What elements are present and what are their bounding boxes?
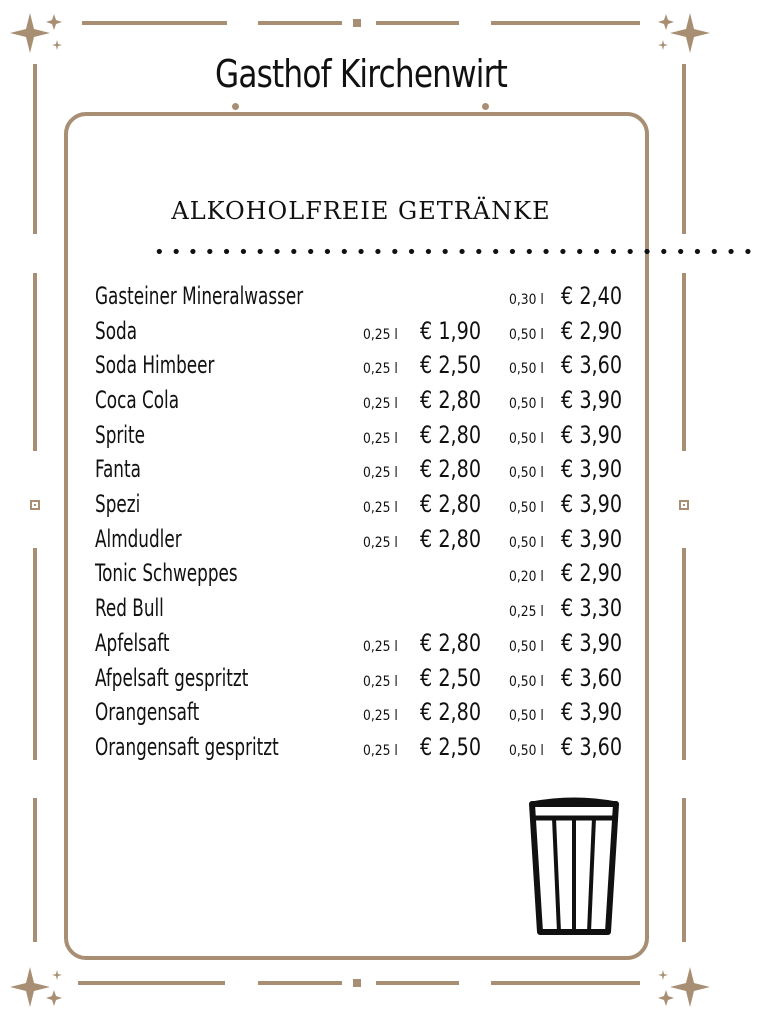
menu-item-large-price: € 3,90 bbox=[561, 698, 623, 726]
menu-item-name: Orangensaft gespritzt bbox=[95, 733, 279, 761]
menu-item-small-price: € 2,80 bbox=[420, 698, 482, 726]
menu-item-name: Fanta bbox=[95, 455, 141, 483]
menu-item-large-volume: 0,50 l bbox=[509, 396, 544, 412]
menu-item-small-volume: 0,25 l bbox=[363, 327, 398, 343]
sparkle-icon-bottom-right bbox=[650, 962, 712, 1012]
menu-item-large-price: € 2,40 bbox=[561, 282, 623, 310]
menu-item-name: Soda Himbeer bbox=[95, 351, 215, 379]
menu-item bbox=[0, 557, 722, 591]
menu-item-small-volume: 0,25 l bbox=[363, 674, 398, 690]
menu-item-small-volume: 0,25 l bbox=[363, 639, 398, 655]
menu-item-name: Coca Cola bbox=[95, 386, 180, 414]
menu-item-small-volume: 0,25 l bbox=[363, 535, 398, 551]
menu-item-name: Sprite bbox=[95, 421, 145, 449]
menu-item bbox=[0, 384, 722, 418]
menu-item bbox=[0, 696, 722, 730]
top-border-dot bbox=[353, 19, 361, 27]
menu-item-large-volume: 0,30 l bbox=[509, 292, 544, 308]
menu-item-name: Soda bbox=[95, 317, 138, 345]
menu-item-large-price: € 3,60 bbox=[561, 351, 623, 379]
menu-item-small-price: € 2,80 bbox=[420, 629, 482, 657]
section-title: ALKOHOLFREIE GETRÄNKE bbox=[171, 197, 551, 225]
menu-item bbox=[0, 592, 722, 626]
top-border-mid-left bbox=[258, 21, 342, 25]
menu-item-large-price: € 2,90 bbox=[561, 559, 623, 587]
menu-item-large-volume: 0,50 l bbox=[509, 431, 544, 447]
page-title: Gasthof Kirchenwirt bbox=[215, 52, 507, 96]
bottom-border-dot bbox=[353, 979, 361, 987]
menu-item-name: Spezi bbox=[95, 490, 141, 518]
menu-item-large-volume: 0,50 l bbox=[509, 674, 544, 690]
menu-item-large-volume: 0,25 l bbox=[509, 604, 544, 620]
sparkle-icon-bottom-left bbox=[8, 962, 70, 1012]
menu-item-small-price: € 2,50 bbox=[420, 733, 482, 761]
menu-item-large-price: € 2,90 bbox=[561, 317, 623, 345]
card-pin-left bbox=[232, 103, 239, 110]
menu-item-large-price: € 3,90 bbox=[561, 421, 623, 449]
menu-item-small-price: € 2,80 bbox=[420, 386, 482, 414]
menu-item-small-price: € 2,50 bbox=[420, 351, 482, 379]
menu-item-name: Orangensaft bbox=[95, 698, 200, 726]
menu-item-large-price: € 3,30 bbox=[561, 594, 623, 622]
menu-item-large-volume: 0,50 l bbox=[509, 743, 544, 759]
menu-item-small-volume: 0,25 l bbox=[363, 743, 398, 759]
menu-item-large-volume: 0,50 l bbox=[509, 465, 544, 481]
menu-item-small-price: € 2,50 bbox=[420, 664, 482, 692]
menu-item-name: Tonic Schweppes bbox=[95, 559, 238, 587]
menu-item-large-volume: 0,50 l bbox=[509, 500, 544, 516]
menu-item-small-volume: 0,25 l bbox=[363, 396, 398, 412]
menu-item bbox=[0, 315, 722, 349]
sparkle-icon-top-right bbox=[650, 8, 712, 58]
menu-item-name: Apfelsaft bbox=[95, 629, 170, 657]
menu-item-large-volume: 0,20 l bbox=[509, 569, 544, 585]
menu-item-small-volume: 0,25 l bbox=[363, 361, 398, 377]
menu-item bbox=[0, 488, 722, 522]
bottom-border-left bbox=[78, 981, 225, 985]
menu-item-large-price: € 3,60 bbox=[561, 733, 623, 761]
menu-item bbox=[0, 627, 722, 661]
menu-item-small-price: € 2,80 bbox=[420, 525, 482, 553]
section-separator: •••••••••••••••••••••••••••••••••••• bbox=[154, 242, 759, 263]
menu-item bbox=[0, 523, 722, 557]
menu-item-name: Gasteiner Mineralwasser bbox=[95, 282, 304, 310]
menu-item-small-volume: 0,25 l bbox=[363, 500, 398, 516]
bottom-border-right bbox=[491, 981, 640, 985]
menu-item bbox=[0, 453, 722, 487]
menu-item bbox=[0, 349, 722, 383]
menu-item-small-price: € 2,80 bbox=[420, 421, 482, 449]
sparkle-icon-top-left bbox=[8, 8, 70, 58]
menu-item bbox=[0, 280, 722, 314]
menu-item bbox=[0, 731, 722, 765]
menu-item-small-volume: 0,25 l bbox=[363, 708, 398, 724]
left-border-bottom bbox=[33, 798, 37, 942]
bottom-border-mid-right bbox=[376, 981, 459, 985]
menu-item-small-price: € 2,80 bbox=[420, 455, 482, 483]
menu-item-name: Afpelsaft gespritzt bbox=[95, 664, 249, 692]
menu-item-small-volume: 0,25 l bbox=[363, 465, 398, 481]
menu-item-small-price: € 1,90 bbox=[420, 317, 482, 345]
menu-item-name: Almdudler bbox=[95, 525, 182, 553]
menu-item-name: Red Bull bbox=[95, 594, 164, 622]
menu-item bbox=[0, 662, 722, 696]
menu-item-large-volume: 0,50 l bbox=[509, 361, 544, 377]
top-border-mid-right bbox=[376, 21, 459, 25]
card-pin-right bbox=[482, 103, 489, 110]
menu-item-large-price: € 3,90 bbox=[561, 629, 623, 657]
menu-item-large-volume: 0,50 l bbox=[509, 327, 544, 343]
glass-icon bbox=[528, 796, 620, 938]
right-border-bottom bbox=[682, 798, 686, 942]
menu-item-small-price: € 2,80 bbox=[420, 490, 482, 518]
top-border-left bbox=[82, 21, 227, 25]
top-border-right bbox=[491, 21, 640, 25]
menu-item-small-volume: 0,25 l bbox=[363, 431, 398, 447]
menu-item-large-volume: 0,50 l bbox=[509, 535, 544, 551]
menu-item-large-volume: 0,50 l bbox=[509, 639, 544, 655]
bottom-border-mid-left bbox=[258, 981, 342, 985]
menu-item-large-price: € 3,90 bbox=[561, 490, 623, 518]
menu-item-large-volume: 0,50 l bbox=[509, 708, 544, 724]
menu-item-large-price: € 3,90 bbox=[561, 455, 623, 483]
menu-item-large-price: € 3,60 bbox=[561, 664, 623, 692]
menu-item-large-price: € 3,90 bbox=[561, 525, 623, 553]
menu-item-large-price: € 3,90 bbox=[561, 386, 623, 414]
menu-item bbox=[0, 419, 722, 453]
